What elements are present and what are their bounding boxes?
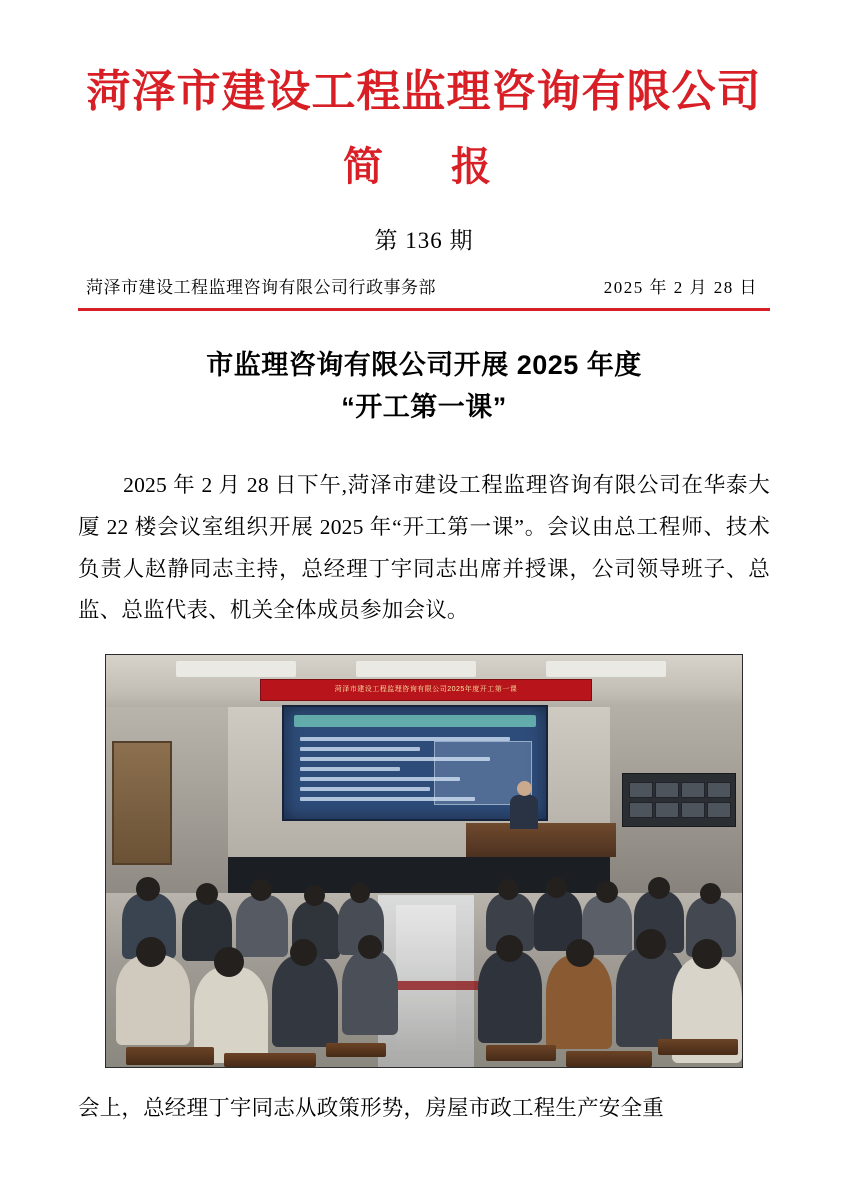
masthead-meta [78, 273, 770, 298]
article-title-line2: “开工第一课” [341, 391, 507, 422]
event-banner [260, 679, 592, 701]
paragraph-2-text: 会上，总经理丁宇同志从政策形势，房屋市政工程生产安全重 [78, 1096, 664, 1121]
equipment-cabinet [622, 773, 736, 827]
article-title-line1: 市监理咨询有限公司开展 2025 年度 [206, 350, 642, 380]
masthead [78, 64, 770, 311]
article-paragraph-2 [78, 1088, 770, 1130]
speaker-person [510, 795, 538, 829]
page-title: 菏泽市建设工程监理咨询有限公司 [86, 67, 762, 116]
issue-date: 2025 年 2 月 28 日 [603, 278, 758, 297]
issue-number: 第 136 期 [374, 228, 474, 253]
event-banner-text: 菏泽市建设工程监理咨询有限公司2025年度开工第一课 [334, 686, 518, 694]
bulletin-label: 简 报 [343, 145, 505, 189]
masthead-divider [78, 308, 770, 311]
issuing-department: 菏泽市建设工程监理咨询有限公司行政事务部 [86, 278, 436, 297]
article-title [78, 345, 770, 429]
door [112, 741, 172, 865]
article-paragraph-1 [78, 465, 770, 633]
paragraph-1-text: 2025 年 2 月 28 日下午,菏泽市建设工程监理咨询有限公司在华泰大厦 22 楼会议室组织开展 2025 年“开工第一课”。会议由总工程师、技术负责人赵静同志主持，总经理丁宇同志出席并授课，公司领导班子、总监、总监代表、机关全体成员参加会议。 [78, 472, 770, 623]
podium [466, 823, 616, 857]
projection-screen [282, 705, 548, 821]
meeting-room-photo [105, 654, 743, 1068]
